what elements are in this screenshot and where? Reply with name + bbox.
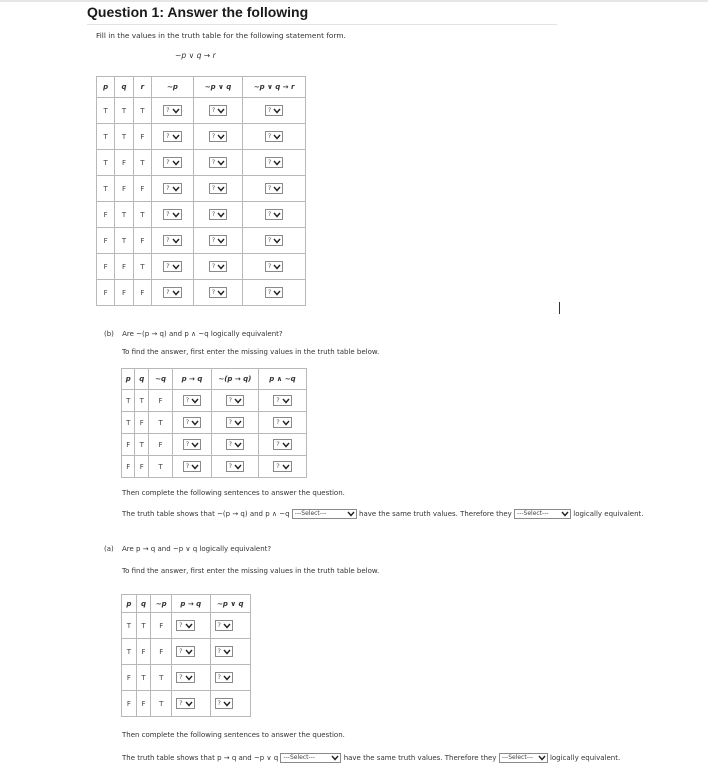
select-value: ---Select--- xyxy=(517,510,549,517)
question-title: Question 1: Answer the following xyxy=(87,4,309,20)
part-a-sentence-mid: have the same truth values. Therefore they xyxy=(343,754,497,762)
answer-select[interactable] xyxy=(215,698,233,709)
truth-value-cell: T xyxy=(115,202,133,228)
answer-cell xyxy=(243,228,306,254)
table-row xyxy=(97,98,306,124)
answer-select[interactable] xyxy=(265,183,283,194)
truth-value-cell: F xyxy=(122,456,135,478)
chevron-down-icon xyxy=(234,442,242,448)
col-header-p: p xyxy=(122,369,135,390)
truth-value-cell: T xyxy=(148,456,172,478)
select-value: ? xyxy=(267,236,272,244)
chevron-down-icon xyxy=(185,623,193,629)
chevron-down-icon xyxy=(185,701,193,707)
truth-value-cell: T xyxy=(133,98,151,124)
table-row xyxy=(97,150,306,176)
answer-cell xyxy=(152,254,194,280)
select-value: ? xyxy=(211,132,216,140)
chevron-down-icon xyxy=(172,160,180,166)
answer-cell xyxy=(172,691,210,717)
chevron-down-icon xyxy=(234,398,242,404)
answer-select[interactable] xyxy=(183,439,201,450)
select-value: ? xyxy=(211,262,216,270)
answer-select[interactable] xyxy=(176,698,194,709)
select-value: ? xyxy=(166,106,170,114)
answer-select[interactable] xyxy=(209,183,227,194)
answer-cell xyxy=(243,202,306,228)
answer-select[interactable] xyxy=(273,439,291,450)
select-value: ? xyxy=(166,262,170,270)
truth-value-cell: T xyxy=(122,390,135,412)
table-row xyxy=(122,390,307,412)
chevron-down-icon xyxy=(172,186,180,192)
answer-select[interactable] xyxy=(273,395,291,406)
answer-select[interactable] xyxy=(265,105,283,116)
truth-value-cell: T xyxy=(148,412,172,434)
truth-value-cell: T xyxy=(97,150,115,176)
select-value: ? xyxy=(166,158,170,166)
answer-select[interactable] xyxy=(183,395,201,406)
top-border xyxy=(0,0,708,2)
answer-cell xyxy=(243,176,306,202)
select-value: ? xyxy=(211,184,216,192)
table-row xyxy=(122,434,307,456)
select-value: ? xyxy=(228,396,233,404)
part-b-sentence-start: The truth table shows that ~(p → q) and p ∧ ~q xyxy=(122,510,290,518)
chevron-down-icon xyxy=(217,134,225,140)
chevron-down-icon xyxy=(191,442,199,448)
answer-cell xyxy=(172,639,210,665)
chevron-down-icon xyxy=(282,442,290,448)
select-value: ? xyxy=(185,418,190,426)
chevron-down-icon xyxy=(217,160,225,166)
truth-value-cell: F xyxy=(122,691,137,717)
truth-value-cell: F xyxy=(122,434,135,456)
select-value: ? xyxy=(228,462,233,470)
truth-value-cell: F xyxy=(148,434,172,456)
col-header-not-p: ~p xyxy=(152,77,194,98)
part-b-sentence-mid: have the same truth values. Therefore they xyxy=(359,510,512,518)
answer-cell xyxy=(210,665,250,691)
answer-cell xyxy=(211,390,258,412)
answer-select[interactable] xyxy=(265,209,283,220)
select-value: ? xyxy=(217,621,221,629)
answer-cell xyxy=(173,456,212,478)
select-value: ? xyxy=(276,462,280,470)
answer-cell xyxy=(193,150,242,176)
answer-cell xyxy=(193,98,242,124)
chevron-down-icon xyxy=(217,264,225,270)
table-row xyxy=(97,228,306,254)
answer-select[interactable] xyxy=(163,209,181,220)
select-value: ? xyxy=(166,132,170,140)
truth-value-cell: T xyxy=(97,176,115,202)
answer-select[interactable] xyxy=(226,395,244,406)
chevron-down-icon xyxy=(172,238,180,244)
select-value: ? xyxy=(211,158,216,166)
answer-cell xyxy=(152,228,194,254)
select-value: ? xyxy=(267,262,272,270)
truth-value-cell: T xyxy=(97,124,115,150)
answer-select[interactable] xyxy=(209,105,227,116)
chevron-down-icon xyxy=(172,290,180,296)
select-value: ? xyxy=(267,132,272,140)
chevron-down-icon xyxy=(172,134,180,140)
truth-value-cell: T xyxy=(135,390,148,412)
answer-select[interactable] xyxy=(176,620,194,631)
truth-value-cell: T xyxy=(115,98,133,124)
chevron-down-icon xyxy=(273,290,281,296)
answer-select[interactable] xyxy=(209,209,227,220)
answer-select[interactable] xyxy=(209,131,227,142)
col-header-q: q xyxy=(135,369,148,390)
chevron-down-icon xyxy=(185,649,193,655)
table-row xyxy=(122,665,251,691)
truth-table-main xyxy=(96,76,306,306)
answer-cell xyxy=(210,691,250,717)
part-a-label: (a) xyxy=(104,545,114,553)
table-row xyxy=(122,456,307,478)
answer-cell xyxy=(193,254,242,280)
chevron-down-icon xyxy=(223,675,231,681)
col-header-p-and-not-q: p ∧ ~q xyxy=(258,369,306,390)
select-value: ? xyxy=(267,184,272,192)
part-b-question xyxy=(104,330,283,338)
part-b-sentence-end: logically equivalent. xyxy=(573,510,644,518)
part-b-select-1[interactable] xyxy=(292,509,357,519)
answer-select[interactable] xyxy=(226,439,244,450)
chevron-down-icon xyxy=(282,464,290,470)
truth-value-cell: T xyxy=(115,124,133,150)
select-value: ? xyxy=(166,210,170,218)
chevron-down-icon xyxy=(282,398,290,404)
truth-value-cell: F xyxy=(148,390,172,412)
answer-select[interactable] xyxy=(163,157,181,168)
chevron-down-icon xyxy=(234,464,242,470)
answer-select[interactable] xyxy=(209,235,227,246)
answer-cell xyxy=(211,412,258,434)
answer-cell xyxy=(211,434,258,456)
answer-cell xyxy=(243,98,306,124)
select-value: ? xyxy=(217,673,221,681)
table-row xyxy=(122,613,251,639)
answer-select[interactable] xyxy=(176,646,194,657)
table-row xyxy=(122,691,251,717)
chevron-down-icon xyxy=(273,186,281,192)
col-header-not-p: ~p xyxy=(151,595,172,613)
truth-value-cell: F xyxy=(115,150,133,176)
chevron-down-icon xyxy=(282,420,290,426)
answer-select[interactable] xyxy=(183,417,201,428)
answer-select[interactable] xyxy=(163,183,181,194)
answer-select[interactable] xyxy=(265,261,283,272)
select-value: ? xyxy=(179,647,183,655)
truth-value-cell: T xyxy=(135,434,148,456)
chevron-down-icon xyxy=(223,701,231,707)
answer-select[interactable] xyxy=(265,131,283,142)
chevron-down-icon xyxy=(273,108,281,114)
truth-value-cell: F xyxy=(133,228,151,254)
part-a-select-2[interactable] xyxy=(499,753,548,763)
answer-cell xyxy=(243,124,306,150)
answer-cell xyxy=(193,228,242,254)
truth-value-cell: F xyxy=(122,665,137,691)
answer-select[interactable] xyxy=(163,287,181,298)
table-row xyxy=(97,280,306,306)
answer-cell xyxy=(243,280,306,306)
chevron-down-icon xyxy=(172,212,180,218)
col-header-not-p-or-q: ~p ∨ q xyxy=(210,595,250,613)
part-b-select-2[interactable] xyxy=(514,509,571,519)
select-value: ? xyxy=(166,236,170,244)
truth-value-cell: F xyxy=(151,613,172,639)
answer-cell xyxy=(193,124,242,150)
table-row xyxy=(97,202,306,228)
answer-select[interactable] xyxy=(215,646,233,657)
select-value: ? xyxy=(211,106,216,114)
answer-cell xyxy=(172,613,210,639)
answer-cell xyxy=(210,613,250,639)
answer-select[interactable] xyxy=(215,672,233,683)
truth-value-cell: F xyxy=(115,254,133,280)
chevron-down-icon xyxy=(217,108,225,114)
col-header-q: q xyxy=(136,595,151,613)
part-b-then-text: Then complete the following sentences to answer the question. xyxy=(122,489,345,497)
chevron-down-icon xyxy=(217,238,225,244)
select-value: ? xyxy=(276,396,280,404)
answer-select[interactable] xyxy=(215,620,233,631)
part-a-then-text: Then complete the following sentences to answer the question. xyxy=(122,731,345,739)
answer-select[interactable] xyxy=(163,131,181,142)
chevron-down-icon xyxy=(234,420,242,426)
truth-value-cell: F xyxy=(115,280,133,306)
truth-value-cell: T xyxy=(122,639,137,665)
select-value: ? xyxy=(166,288,170,296)
answer-select[interactable] xyxy=(265,235,283,246)
chevron-down-icon xyxy=(191,398,199,404)
answer-select[interactable] xyxy=(273,417,291,428)
answer-select[interactable] xyxy=(163,105,181,116)
truth-value-cell: F xyxy=(97,280,115,306)
truth-table-b xyxy=(121,368,307,478)
col-header-not-implication: ~(p → q) xyxy=(211,369,258,390)
answer-select[interactable] xyxy=(265,287,283,298)
answer-select[interactable] xyxy=(183,461,201,472)
col-header-not-q: ~q xyxy=(148,369,172,390)
chevron-down-icon xyxy=(561,511,569,517)
part-a-question xyxy=(104,545,271,553)
col-header-p: p xyxy=(97,77,115,98)
part-b-question-text: Are ~(p → q) and p ∧ ~q logically equivalent? xyxy=(122,330,283,338)
truth-value-cell: T xyxy=(151,665,172,691)
chevron-down-icon xyxy=(191,464,199,470)
select-value: ? xyxy=(267,158,272,166)
table-row xyxy=(97,254,306,280)
truth-value-cell: T xyxy=(151,691,172,717)
truth-value-cell: T xyxy=(115,228,133,254)
answer-select[interactable] xyxy=(163,235,181,246)
select-value: ? xyxy=(185,440,190,448)
truth-value-cell: F xyxy=(136,691,151,717)
answer-cell xyxy=(193,176,242,202)
col-header-not-p-or-q: ~p ∨ q xyxy=(193,77,242,98)
answer-cell xyxy=(193,280,242,306)
chevron-down-icon xyxy=(331,755,339,761)
answer-cell xyxy=(210,639,250,665)
table-row xyxy=(97,124,306,150)
chevron-down-icon xyxy=(273,238,281,244)
part-b-label: (b) xyxy=(104,330,114,338)
truth-value-cell: F xyxy=(133,124,151,150)
truth-value-cell: F xyxy=(136,639,151,665)
truth-value-cell: F xyxy=(97,254,115,280)
truth-value-cell: T xyxy=(133,254,151,280)
truth-value-cell: F xyxy=(133,176,151,202)
answer-cell xyxy=(243,150,306,176)
select-value: ? xyxy=(179,621,183,629)
select-value: ? xyxy=(217,647,221,655)
select-value: ---Select--- xyxy=(501,754,534,761)
select-value: ? xyxy=(267,210,272,218)
answer-select[interactable] xyxy=(163,261,181,272)
select-value: ? xyxy=(211,288,216,296)
answer-cell xyxy=(152,150,194,176)
answer-cell xyxy=(258,390,306,412)
title-divider xyxy=(87,24,557,25)
select-value: ? xyxy=(211,236,216,244)
answer-cell xyxy=(258,456,306,478)
text-cursor xyxy=(559,302,560,314)
truth-value-cell: F xyxy=(115,176,133,202)
answer-select[interactable] xyxy=(226,461,244,472)
answer-cell xyxy=(193,202,242,228)
chevron-down-icon xyxy=(273,160,281,166)
part-a-sentence xyxy=(122,753,620,763)
chevron-down-icon xyxy=(172,108,180,114)
answer-cell xyxy=(152,124,194,150)
chevron-down-icon xyxy=(217,290,225,296)
select-value: ? xyxy=(185,462,190,470)
select-value: ? xyxy=(267,288,272,296)
chevron-down-icon xyxy=(273,134,281,140)
answer-cell xyxy=(173,412,212,434)
answer-cell xyxy=(152,98,194,124)
answer-select[interactable] xyxy=(273,461,291,472)
select-value: ---Select--- xyxy=(283,754,315,761)
chevron-down-icon xyxy=(273,212,281,218)
answer-select[interactable] xyxy=(209,157,227,168)
part-b-sentence xyxy=(122,509,644,519)
table-row xyxy=(122,639,251,665)
select-value: ? xyxy=(217,699,221,707)
answer-cell xyxy=(173,390,212,412)
truth-value-cell: F xyxy=(133,280,151,306)
chevron-down-icon xyxy=(185,675,193,681)
col-header-p: p xyxy=(122,595,137,613)
chevron-down-icon xyxy=(347,511,355,517)
truth-value-cell: F xyxy=(135,456,148,478)
truth-value-cell: F xyxy=(135,412,148,434)
answer-cell xyxy=(172,665,210,691)
instruction-text: Fill in the values in the truth table for the following statement form. xyxy=(96,31,346,40)
truth-value-cell: T xyxy=(136,665,151,691)
col-header-r: r xyxy=(133,77,151,98)
truth-value-cell: T xyxy=(122,613,137,639)
select-value: ? xyxy=(276,418,280,426)
truth-value-cell: F xyxy=(151,639,172,665)
part-a-select-1[interactable] xyxy=(280,753,341,763)
select-value: ? xyxy=(211,210,216,218)
part-a-sentence-end: logically equivalent. xyxy=(549,754,621,762)
truth-value-cell: F xyxy=(97,202,115,228)
chevron-down-icon xyxy=(273,264,281,270)
answer-cell xyxy=(211,456,258,478)
part-a-find-text: To find the answer, first enter the missing values in the truth table below. xyxy=(122,567,380,575)
chevron-down-icon xyxy=(191,420,199,426)
part-a-sentence-start: The truth table shows that p → q and ~p ∨ q xyxy=(122,754,279,762)
select-value: ---Select--- xyxy=(294,510,327,517)
col-header-implication: ~p ∨ q → r xyxy=(243,77,306,98)
answer-cell xyxy=(243,254,306,280)
answer-cell xyxy=(258,412,306,434)
select-value: ? xyxy=(276,440,280,448)
part-a-question-text: Are p → q and ~p ∨ q logically equivalent? xyxy=(122,545,272,553)
chevron-down-icon xyxy=(223,649,231,655)
answer-select[interactable] xyxy=(265,157,283,168)
answer-select[interactable] xyxy=(226,417,244,428)
select-value: ? xyxy=(267,106,272,114)
col-header-p-implies-q: p → q xyxy=(173,369,212,390)
select-value: ? xyxy=(166,184,170,192)
truth-value-cell: T xyxy=(136,613,151,639)
chevron-down-icon xyxy=(172,264,180,270)
answer-cell xyxy=(258,434,306,456)
col-header-p-implies-q: p → q xyxy=(172,595,210,613)
col-header-q: q xyxy=(115,77,133,98)
truth-value-cell: T xyxy=(97,98,115,124)
answer-cell xyxy=(152,202,194,228)
truth-value-cell: T xyxy=(133,150,151,176)
select-value: ? xyxy=(228,440,233,448)
chevron-down-icon xyxy=(217,212,225,218)
truth-value-cell: T xyxy=(133,202,151,228)
select-value: ? xyxy=(179,673,183,681)
answer-select[interactable] xyxy=(209,261,227,272)
select-value: ? xyxy=(179,699,183,707)
chevron-down-icon xyxy=(223,623,231,629)
answer-select[interactable] xyxy=(209,287,227,298)
select-value: ? xyxy=(228,418,233,426)
truth-table-a xyxy=(121,594,251,717)
part-b-find-text: To find the answer, first enter the missing values in the truth table below. xyxy=(122,348,380,356)
select-value: ? xyxy=(185,396,190,404)
statement-formula: ~p ∨ q → r xyxy=(175,51,216,60)
answer-cell xyxy=(152,176,194,202)
truth-value-cell: T xyxy=(122,412,135,434)
chevron-down-icon xyxy=(538,755,546,761)
answer-cell xyxy=(152,280,194,306)
table-row xyxy=(122,412,307,434)
table-row xyxy=(97,176,306,202)
answer-cell xyxy=(173,434,212,456)
chevron-down-icon xyxy=(217,186,225,192)
answer-select[interactable] xyxy=(176,672,194,683)
truth-value-cell: F xyxy=(97,228,115,254)
